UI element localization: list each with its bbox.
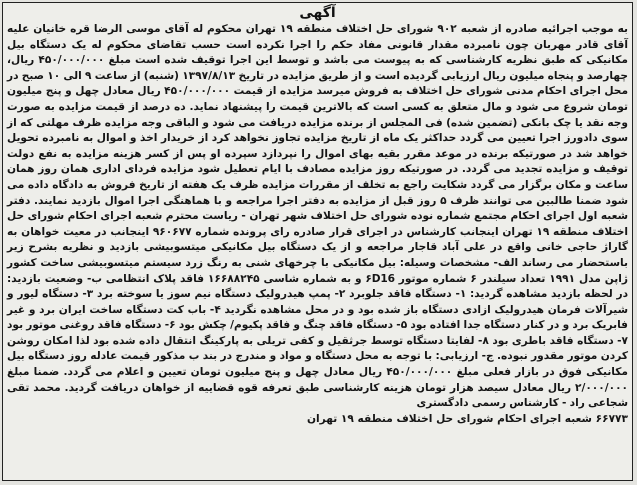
notice-body: به موجب اجرائیه صادره از شعبه ۹۰۲ شورای حل اختلاف منطقه ۱۹ تهران محکوم له آقای موسی الرضا قره خانیان علیه آقای قادر مهربان چون نامبرده مقدار قانونی مفاد حکم را اجرا نکرده است حسب تقاضای محکوم له یک دستگاه بیل مکانیکی که طبق نظریه کارشناسی که به پیوست می باشد و توسط این اجرا توقیف شده است مبلغ ۴۵۰/۰۰۰/۰۰۰ ریال، چهارصد و پنجاه میلیون ریال ارزیابی گردیده است و از طریق مزایده در تاریخ ۱۳۹۷/۸/۱۳ (شنبه) از ساعت ۹ الی ۱۰ صبح در محل اجرای احکام مدنی شورای حل اختلاف به فروش میرسد مزایده از قیمت ۴۵۰/۰۰۰/۰۰۰ ریال معادل چهل و پنج میلیون تومان شروع می شود و مال متعلق به کسی است که بالاترین قیمت را پیشنهاد نماید. ده درصد از قیمت مزایده به صورت وجه نقد یا چک بانکی (تضمین شده) فی المجلس از برنده مزایده دریافت می شود و الباقی وجه مزایده ظرف مهلتی که از سوی دادورز اجرا تعیین می گردد حداکثر یک ماه از تاریخ مزایده تجاوز نخواهد کرد از خریدار اخذ و اموال به نامبرده تحویل خواهد شد در صورتیکه برنده در موعد مقرر بقیه بهای اموال را نپردازد سپرده او پس از کسر هزینه مزایده به نفع دولت توقیف و مزایده تجدید می گردد. در صورتیکه روز مزایده مصادف با ایام تعطیل شود مزایده فردای اداری همان روز همان ساعت و مکان برگزار می گردد شکایت راجع به تخلف از مقررات مزایده ظرف یک هفته از تاریخ فروش به دادگاه داده می شود ضمنا طالبین می توانند ظرف ۵ روز قبل از مزایده به دفتر اجرا مراجعه و با هماهنگی اجرا اموال بازدید نمایند. دفتر شعبه اول اجرای احکام مجتمع شماره نوده شورای حل اختلاف شهر تهران - ریاست محترم شعبه اجرای احکام شورای حل اختلاف منطقه ۱۹ تهران اینجانب کارشناس در اجرای قرار صادره رای پرونده شماره ۹۶۰۶۷۷ اینجانب در معیت خواهان به گاراژ حاجی خانی واقع در علی آباد قاجار مراجعه و از یک دستگاه بیل مکانیکی میتسوبیشی بازدید و نظریه بشرح زیر باستحضار می رساند الف- مشخصات وسیله: بیل مکانیکی با چرخهای شنی به رنگ زرد سیستم میتسوبیشی ساخت کشور ژاپن مدل ۱۹۹۱ تعداد سیلندر ۶ شماره موتور ۶D16 و به شماره شاسی ۱۶۶۸۸۲۴۵ فاقد پلاک انتظامی ب- وضعیت بازدید: در لحظه بازدید مشاهده گردید: ۱- دستگاه فاقد جلوبرد ۲- پمپ هیدرولیک دستگاه نیم سوز یا سوخته برد ۳- دستگاه لیور و شیرآلات فرمان هیدرولیک ازادی دستگاه باز شده بود و در محل مشاهده نگردید ۴- باب کت دستگاه ساخت ایران برد و غیر فابریک برد و در کنار دستگاه جدا افتاده بود ۵- دستگاه فاقد چنگ و فاقد پکیوم/ چکش بود ۶- دستگاه فاقد روغنی موتور بود ۷- دستگاه فاقد باطری بود ۸- لفایتا دستگاه توسط جرثقیل و کفی تریلی به پارکینگ انتقال داده شده بود لذا امکان روشن کردن موتور مقدور نبوده. ج- ارزیابی: با توجه به محل دستگاه و مواد و مندرج در بند ب مذکور قیمت عادله روز دستگاه بیل مکانیکی فوق در بازار فعلی مبلغ ۴۵۰/۰۰۰/۰۰۰ ریال معادل چهل و پنج میلیون تومان تعیین و اعلام می گردد. ضمنا مبلغ ۲/۰۰۰/۰۰۰ ریال معادل سیصد هزار تومان هزینه کارشناسی طبق تعرفه قوه قضاییه از خواهان دریافت گردید. محمد تقی شجاعی راد - کارشناس رسمی دادگستری [7, 23, 629, 410]
notice-title: آگهی [299, 5, 336, 21]
legal-notice [2, 2, 633, 481]
notice-footer: ۶۶۷۷۳ شعبه اجرای احکام شورای حل اختلاف منطقه ۱۹ تهران [306, 412, 628, 425]
